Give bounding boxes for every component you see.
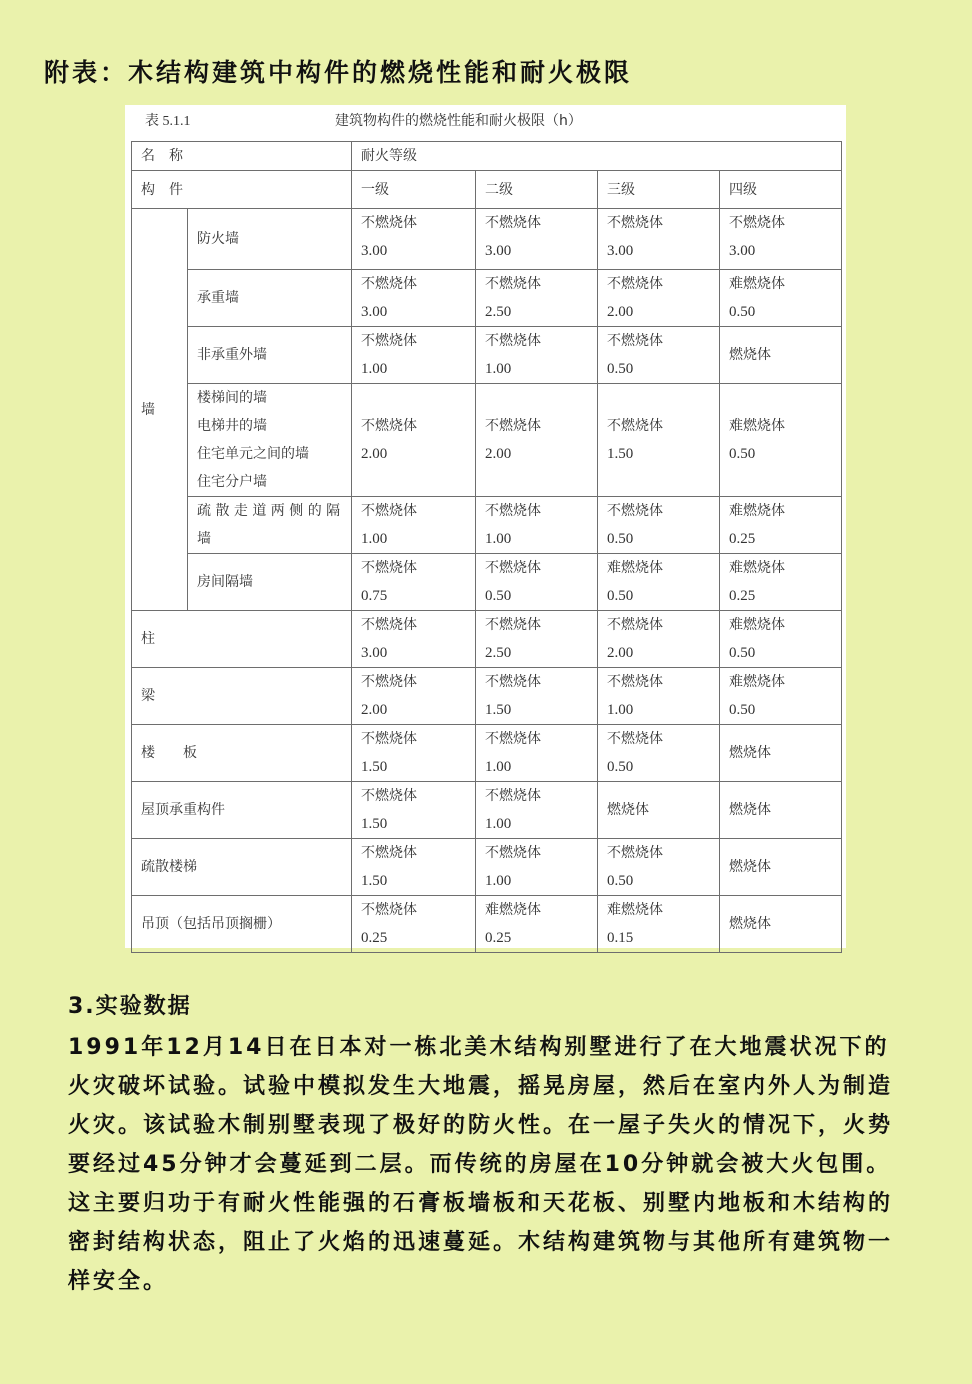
row-name: 梁 <box>132 668 352 725</box>
table-cell: 不燃烧体 1.50 <box>598 384 720 497</box>
table-cell: 不燃烧体 2.50 <box>476 270 598 327</box>
table-cell: 难燃烧体 0.25 <box>720 497 842 554</box>
table-cell: 不燃烧体 0.50 <box>476 554 598 611</box>
row-name: 房间隔墙 <box>188 554 352 611</box>
wall-group-label: 墙 <box>132 209 188 611</box>
header-name-label: 名 称 <box>132 142 352 171</box>
table-cell: 不燃烧体 0.75 <box>352 554 476 611</box>
row-name: 楼梯间的墙 电梯井的墙 住宅单元之间的墙 住宅分户墙 <box>188 384 352 497</box>
table-row <box>132 725 842 782</box>
table-cell: 不燃烧体 1.00 <box>476 839 598 896</box>
row-name: 防火墙 <box>188 209 352 270</box>
row-name: 非承重外墙 <box>188 327 352 384</box>
header-rating-label: 耐火等级 <box>352 142 842 171</box>
table-cell: 燃烧体 <box>720 839 842 896</box>
table-cell: 不燃烧体 3.00 <box>598 209 720 270</box>
header-row-name <box>132 142 842 171</box>
table-row <box>132 384 842 497</box>
row-name: 疏 散 走 道 两 侧 的 隔 墙 <box>188 497 352 554</box>
table-cell: 不燃烧体 2.00 <box>598 611 720 668</box>
fire-resistance-table <box>131 141 842 953</box>
table-cell: 不燃烧体 3.00 <box>352 209 476 270</box>
table-cell: 不燃烧体 3.00 <box>352 611 476 668</box>
table-cell: 难燃烧体 0.25 <box>720 554 842 611</box>
page-title: 附表：木结构建筑中构件的燃烧性能和耐火极限 <box>44 58 633 87</box>
table-cell: 不燃烧体 3.00 <box>476 209 598 270</box>
table-cell: 燃烧体 <box>598 782 720 839</box>
table-row <box>132 668 842 725</box>
table-cell: 不燃烧体 0.50 <box>598 497 720 554</box>
row-name: 屋顶承重构件 <box>132 782 352 839</box>
experiment-section <box>68 990 908 1301</box>
table-cell: 不燃烧体 1.00 <box>352 327 476 384</box>
table-cell: 难燃烧体 0.50 <box>720 611 842 668</box>
table-cell: 不燃烧体 2.00 <box>476 384 598 497</box>
table-cell: 不燃烧体 1.00 <box>476 497 598 554</box>
table-cell: 不燃烧体 1.50 <box>352 725 476 782</box>
section-paragraph: 1991年12月14日在日本对一栋北美木结构别墅进行了在大地震状况下的火灾破坏试验。试验中模拟发生大地震，摇晃房屋，然后在室内外人为制造火灾。该试验木制别墅表现了极好的防火性。在一屋子失火的情况下，火势要经过45分钟才会蔓延到二层。而传统的房屋在10分钟就会被大火包围。这主要归功于有耐火性能强的石膏板墙板和天花板、别墅内地板和木结构的密封结构状态，阻止了火焰的迅速蔓延。木结构建筑物与其他所有建筑物一样安全。 <box>68 1035 894 1294</box>
row-name: 柱 <box>132 611 352 668</box>
table-cell: 不燃烧体 1.00 <box>352 497 476 554</box>
table-row <box>132 209 842 270</box>
row-name: 楼 板 <box>132 725 352 782</box>
header-level-4: 四级 <box>720 171 842 209</box>
row-name: 承重墙 <box>188 270 352 327</box>
table-cell: 难燃烧体 0.50 <box>720 668 842 725</box>
table-cell: 不燃烧体 2.50 <box>476 611 598 668</box>
table-cell: 燃烧体 <box>720 725 842 782</box>
table-cell: 不燃烧体 1.00 <box>476 725 598 782</box>
section-heading: 3.实验数据 <box>68 994 192 1019</box>
header-level-1: 一级 <box>352 171 476 209</box>
table-cell: 不燃烧体 2.00 <box>598 270 720 327</box>
table-cell: 不燃烧体 1.00 <box>476 782 598 839</box>
table-cell: 不燃烧体 3.00 <box>352 270 476 327</box>
table-cell: 不燃烧体 0.25 <box>352 896 476 953</box>
row-name: 疏散楼梯 <box>132 839 352 896</box>
table-cell: 不燃烧体 0.50 <box>598 327 720 384</box>
header-level-2: 二级 <box>476 171 598 209</box>
table-cell: 不燃烧体 1.50 <box>352 839 476 896</box>
table-row <box>132 270 842 327</box>
table-cell: 不燃烧体 1.00 <box>598 668 720 725</box>
row-name: 吊顶（包括吊顶搁栅） <box>132 896 352 953</box>
table-cell: 难燃烧体 0.25 <box>476 896 598 953</box>
table-cell: 不燃烧体 1.50 <box>352 782 476 839</box>
table-cell: 燃烧体 <box>720 327 842 384</box>
table-row <box>132 554 842 611</box>
table-cell: 不燃烧体 2.00 <box>352 668 476 725</box>
table-row <box>132 896 842 953</box>
header-row-levels <box>132 171 842 209</box>
table-cell: 不燃烧体 2.00 <box>352 384 476 497</box>
table-cell: 难燃烧体 0.50 <box>598 554 720 611</box>
table-row <box>132 839 842 896</box>
table-caption: 建筑物构件的燃烧性能和耐火极限（h） <box>335 113 582 129</box>
table-cell: 不燃烧体 0.50 <box>598 725 720 782</box>
table-cell: 难燃烧体 0.50 <box>720 270 842 327</box>
table-row <box>132 782 842 839</box>
table-cell: 不燃烧体 1.50 <box>476 668 598 725</box>
header-level-3: 三级 <box>598 171 720 209</box>
table-row <box>132 611 842 668</box>
table-row <box>132 497 842 554</box>
table-number: 表 5.1.1 <box>145 114 191 129</box>
header-component-label: 构 件 <box>132 171 352 209</box>
table-cell: 不燃烧体 3.00 <box>720 209 842 270</box>
table-row <box>132 327 842 384</box>
table-cell: 不燃烧体 1.00 <box>476 327 598 384</box>
table-cell: 燃烧体 <box>720 896 842 953</box>
table-cell: 难燃烧体 0.50 <box>720 384 842 497</box>
table-cell: 难燃烧体 0.15 <box>598 896 720 953</box>
table-cell: 不燃烧体 0.50 <box>598 839 720 896</box>
table-cell: 燃烧体 <box>720 782 842 839</box>
